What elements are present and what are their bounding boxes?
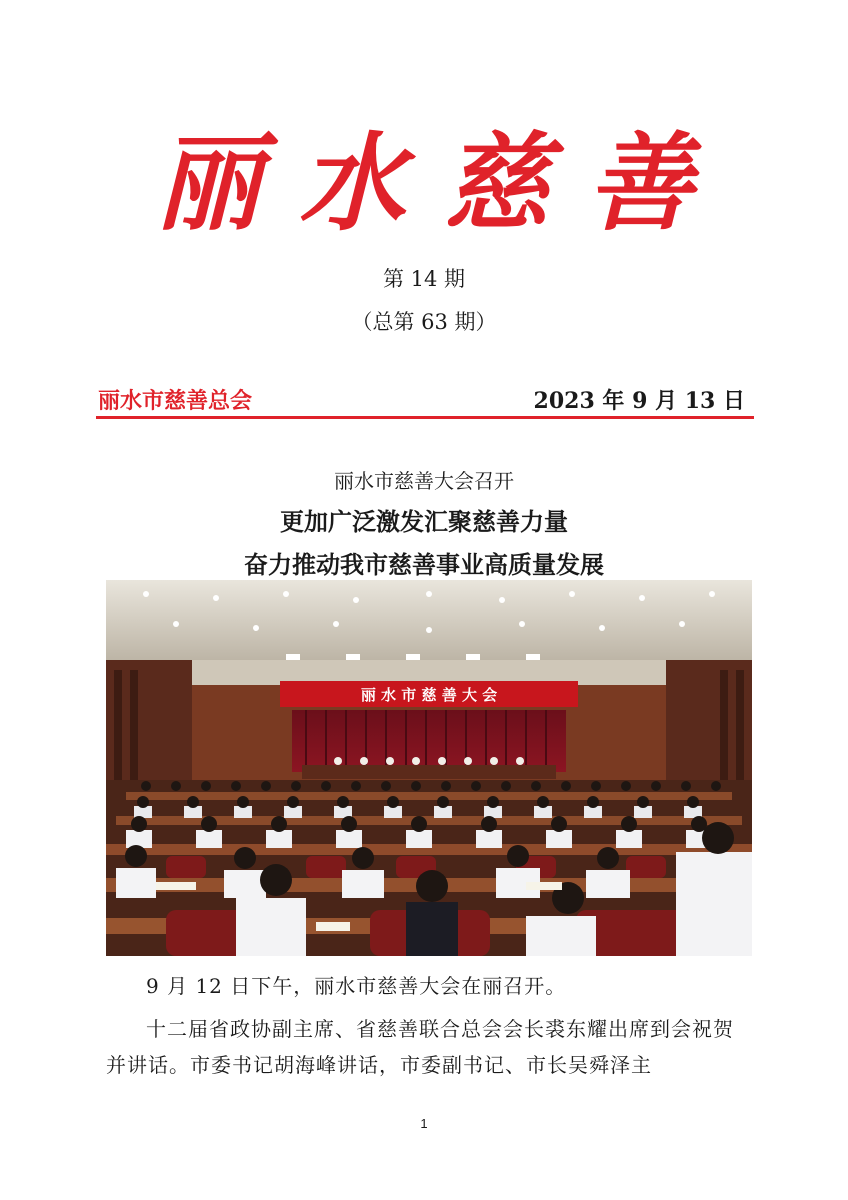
organization-name: 丽水市慈善总会 bbox=[98, 388, 253, 414]
article-headline-line2: 奋力推动我市慈善事业高质量发展 bbox=[244, 550, 604, 579]
page-number: 1 bbox=[420, 1116, 428, 1131]
header-divider bbox=[96, 416, 754, 419]
stage-banner-text: 丽 水 市 慈 善 大 会 bbox=[360, 686, 498, 704]
article-kicker: 丽水市慈善大会召开 bbox=[334, 469, 514, 493]
article-paragraph-1: 9 月 12 日下午，丽水市慈善大会在丽召开。 bbox=[146, 974, 567, 998]
article-headline-line1: 更加广泛激发汇聚慈善力量 bbox=[280, 507, 568, 536]
issue-number: 第 14 期 bbox=[382, 267, 466, 291]
article-paragraph-2: 十二届省政协副主席、省慈善联合总会会长裘东耀出席到会祝贺并讲话。市委书记胡海峰讲话，市委副书记、市长吴舜泽主 bbox=[106, 1017, 734, 1077]
issue-total: （总第 63 期） bbox=[351, 310, 497, 334]
masthead-title: 丽水慈善 bbox=[155, 120, 731, 245]
publication-date: 2023 年 9 月 13 日 bbox=[533, 388, 745, 414]
conference-photo bbox=[106, 580, 752, 956]
